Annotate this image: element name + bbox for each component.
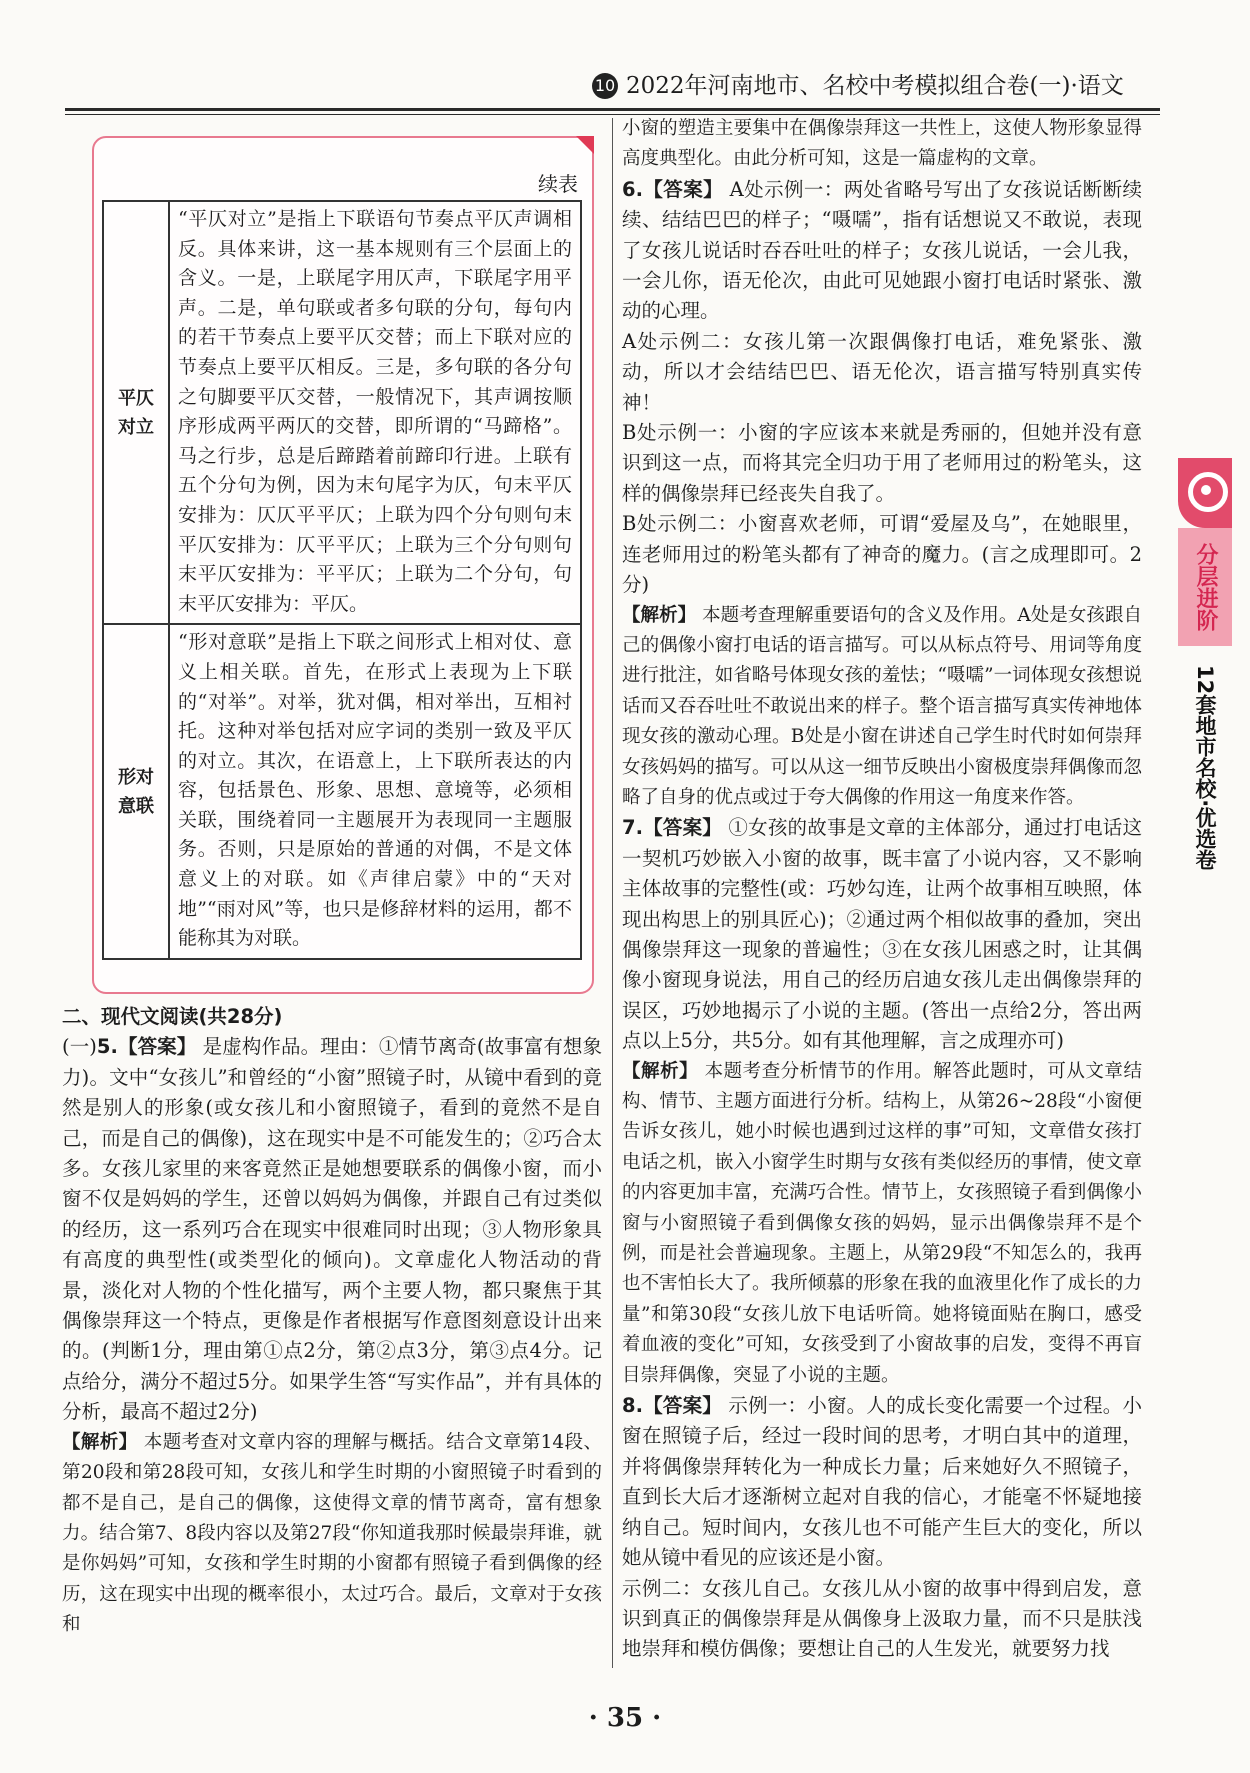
header-rule-thick: [65, 108, 1160, 111]
q5-analysis-text: 本题考查对文章内容的理解与概括。结合文章第14段、第20段和第28段可知，女孩儿和学生时期的小窗照镜子时看到的都不是自己，是自己的偶像，这使得文章的情节离奇，富有想象力。结合第7、8段内容以及第27段“你知道我那时候最崇拜谁，就是你妈妈”可知，女孩和学生时期的小窗都有照镜子看到偶像的经历，这在现实中出现的概率很小，太过巧合。最后，文章对于女孩和: [62, 1431, 602, 1636]
column-divider: [612, 118, 613, 1668]
target-dot: [1201, 485, 1211, 495]
q7-number: 7.: [622, 816, 643, 840]
volume-number-badge: 10: [592, 73, 618, 99]
right-column: [622, 114, 1142, 1665]
row-text: “形对意联”是指上下联之间形式上相对仗、意义上相关联。首先，在形式上表现为上下联的“对举”。对举，犹对偶，相对举出，互相衬托。这种对举包括对应字词的类别一致及平仄的对立。其次，在语意上，上下联所表达的内容，包括景色、形象、思想、意境等，必须相关联，围绕着同一主题展开为表现同一主题服务。否则，只是原始的普通的对偶，不是文体意义上的对联。如《声律启蒙》中的“天对地”“雨对风”等，也只是修辞材料的运用，都不能称其为对联。: [169, 624, 581, 959]
analysis-tag: 【解析】: [622, 604, 697, 626]
q8-answer-1: 示例一：小窗。人的成长变化需要一个过程。小窗在照镜子后，经过一段时间的思考，才明白其中的道理，并将偶像崇拜转化为一种成长力量；后来她好久不照镜子，直到长大后才逐渐树立起对自我的信心，才能毫不怀疑地接纳自己。短时间内，女孩儿也不可能产生巨大的变化，所以她从镜中看见的应该还是小窗。: [622, 1394, 1142, 1570]
q7-analysis: [622, 1057, 1142, 1391]
q6-analysis-text: 本题考查理解重要语句的含义及作用。A处是女孩跟自己的偶像小窗打电话的语言描写。可以从标点符号、用词等角度进行批注，如省略号体现女孩的羞怯；“嗫嚅”一词体现女孩想说话而又吞吞吐吐不敢说出来的样子。整个语言描写真实传神地体现女孩的激动心理。B处是小窗在讲述自己学生时代时如何崇拜女孩妈妈的描写。可以从这一细节反映出小窗极度崇拜偶像而忽略了自身的优点或过于夸大偶像的作用这一角度来作答。: [622, 604, 1142, 808]
q5-prefix: (一): [62, 1035, 97, 1059]
q5-answer: [62, 1032, 602, 1427]
series-label: 12套地市名校·优选卷: [1193, 665, 1217, 871]
answer-tag: 【答案】: [642, 177, 724, 201]
q6-answer-b1: B处示例一：小窗的字应该本来就是秀丽的，但她并没有意识到这一点，而将其完全归功于用了老师用过的粉笔头，这样的偶像崇拜已经丧失自我了。: [622, 421, 1142, 505]
table-row: [103, 624, 581, 959]
row-label: [103, 624, 169, 959]
page-number: · 35 ·: [588, 1703, 662, 1733]
q8-answer: [622, 1391, 1142, 1573]
row-label: [103, 201, 169, 624]
section-title: 二、现代文阅读(共28分): [62, 1005, 283, 1028]
q5-analysis: [62, 1428, 602, 1641]
couplet-rules-box: [92, 136, 594, 994]
q8-answer-2: 示例二：女孩儿自己。女孩儿从小窗的故事中得到启发，意识到真正的偶像崇拜是从偶像身上汲取力量，而不只是肤浅地崇拜和模仿偶像；要想让自己的人生发光，就要努力找: [622, 1576, 1142, 1661]
section-label: 分层进阶: [1178, 528, 1232, 646]
row-label-line: 对立: [118, 416, 154, 438]
row-text: “平仄对立”是指上下联语句节奏点平仄声调相反。具体来讲，这一基本规则有三个层面上的含义。一是，上联尾字用仄声，下联尾字用平声。二是，单句联或者多句联的分句，每句内的若干节奏点上要平仄交替；而上下联对应的节奏点上要平仄相反。三是，多句联的各分句之句脚要平仄交替，一般情况下，其声调按顺序形成两平两仄的交替，即所谓的“马蹄格”。马之行步，总是后蹄踏着前蹄印行进。上联有五个分句为例，因为末句尾字为仄，句末平仄安排为：仄仄平平仄；上联为四个分句则句末平仄安排为：仄平平仄；上联为三个分句则句末平仄安排为：平平仄；上联为二个分句，句末平仄安排为：平仄。: [169, 201, 581, 624]
q5-number: 5.: [96, 1035, 118, 1059]
q5-answer-text: 是虚构作品。理由：①情节离奇(故事富有想象力)。文中“女孩儿”和曾经的“小窗”照镜子时，从镜中看到的竟然是别人的形象(或女孩儿和小窗照镜子，看到的竟然不是自己，而是自己的偶像)，这在现实中是不可能发生的；②巧合太多。女孩儿家里的来客竟然正是她想要联系的偶像小窗，而小窗不仅是妈妈的学生，还曾以妈妈为偶像，并跟自己有过类似的经历，这一系列巧合在现实中很难同时出现；③人物形象具有高度的典型性(或类型化的倾向)。文章虚化人物活动的背景，淡化对人物的个性化描写，两个主要人物，都只聚焦于其偶像崇拜这一个特点，更像是作者根据写作意图刻意设计出来的。(判断1分，理由第①点2分，第②点3分，第③点4分。记点给分，满分不超过5分。如果学生答“写实作品”，并有具体的分析，最高不超过2分): [62, 1035, 603, 1424]
q5-analysis-continued: 小窗的塑造主要集中在偶像崇拜这一共性上，这使人物形象显得高度典型化。由此分析可知，这是一篇虚构的文章。: [622, 118, 1142, 170]
q7-answer: [622, 813, 1142, 1056]
row-label-line: 平仄: [118, 387, 154, 409]
q8-number: 8.: [622, 1394, 643, 1418]
target-icon: [1178, 458, 1232, 528]
couplet-rules-table: [102, 200, 582, 960]
page-header: [592, 68, 1152, 104]
q6-analysis: [622, 601, 1142, 814]
answer-tag: 【答案】: [117, 1035, 197, 1059]
answer-tag: 【答案】: [642, 816, 723, 840]
side-tab: [1178, 458, 1232, 878]
q6-answer-a2: A处示例二：女孩儿第一次跟偶像打电话，难免紧张、激动，所以才会结结巴巴、语无伦次，语言描写特别真实传神！: [622, 329, 1142, 414]
left-column: [62, 1002, 602, 1641]
table-row: [103, 201, 581, 624]
answer-tag: 【答案】: [642, 1394, 723, 1418]
q7-answer-text: ①女孩的故事是文章的主体部分，通过打电话这一契机巧妙嵌入小窗的故事，既丰富了小说内容，又不影响主体故事的完整性(或：巧妙勾连，让两个故事相互映照，体现出构思上的别具匠心)；②通过两个相似故事的叠加，突出偶像崇拜这一现象的普遍性；③在女孩儿困惑之时，让其偶像小窗现身说法，用自己的经历启迪女孩儿走出偶像崇拜的误区，巧妙地揭示了小说的主题。(答出一点给2分，答出两点以上5分，共5分。如有其他理解，言之成理亦可): [622, 816, 1142, 1053]
q7-analysis-text: 本题考查分析情节的作用。解答此题时，可从文章结构、情节、主题方面进行分析。结构上，从第26~28段“小窗便告诉女孩儿，她小时候也遇到过这样的事”可知，文章借女孩打电话之机，嵌入小窗学生时期与女孩有类似经历的事情，使文章的内容更加丰富，充满巧合性。情节上，女孩照镜子看到偶像小窗与小窗照镜子看到偶像女孩的妈妈，显示出偶像崇拜不是个例，而是社会普遍现象。主题上，从第29段“不知怎么的，我再也不害怕长大了。我所倾慕的形象在我的血液里化作了成长的力量”和第30段“女孩儿放下电话听筒。她将镜面贴在胸口，感受着血液的变化”可知，女孩受到了小窗故事的启发，变得不再盲目崇拜偶像，突显了小说的主题。: [622, 1060, 1142, 1386]
analysis-tag: 【解析】: [62, 1431, 138, 1453]
q6-number: 6.: [622, 177, 643, 201]
row-label-line: 形对: [118, 766, 154, 788]
continued-label: 续表: [538, 172, 578, 196]
header-title: 2022年河南地市、名校中考模拟组合卷(一)·语文: [626, 73, 1124, 99]
row-label-line: 意联: [118, 795, 154, 817]
q6-answer: [622, 175, 1142, 327]
box-corner-mark: [576, 136, 594, 154]
analysis-tag: 【解析】: [622, 1060, 699, 1082]
q6-answer-a1: A处示例一：两处省略号写出了女孩说话断断续续、结结巴巴的样子；“嗫嚅”，指有话想说又不敢说，表现了女孩儿说话时吞吞吐吐的样子；女孩儿说话，一会儿我，一会儿你，语无伦次，由此可见她跟小窗打电话时紧张、激动的心理。: [622, 177, 1142, 323]
q6-answer-b2: B处示例二：小窗喜欢老师，可谓“爱屋及乌”，在她眼里，连老师用过的粉笔头都有了神奇的魔力。(言之成理即可。2分): [622, 512, 1142, 597]
